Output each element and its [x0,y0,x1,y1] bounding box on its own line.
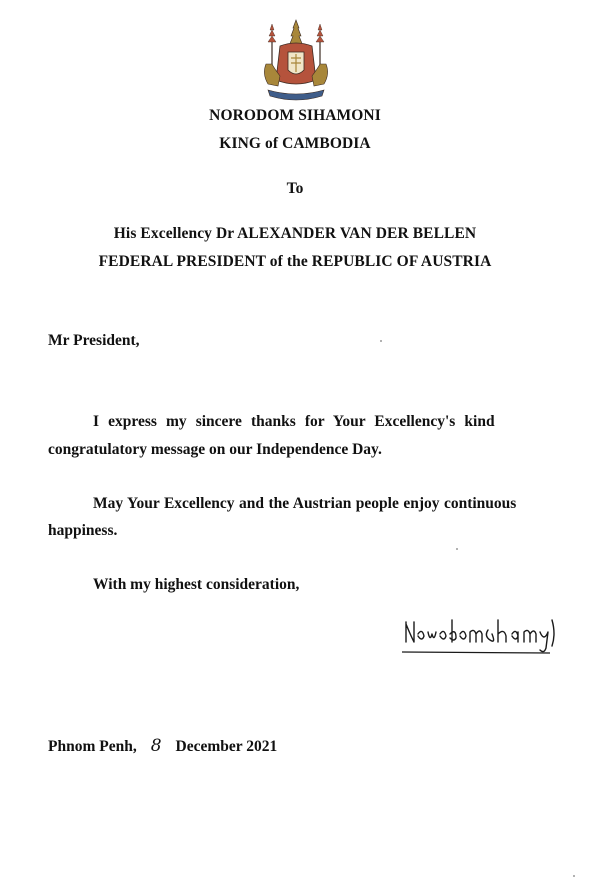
day: 8 [150,736,162,756]
place: Phnom Penh, [48,738,137,755]
paragraph-1-line-2: congratulatory message on our Independence Day. [48,441,382,458]
to-label: To [286,180,304,197]
handwritten-signature-icon [400,612,560,658]
paper-speck [380,340,382,342]
sender-name: NORODOM SIHAMONI [209,107,381,124]
paper-speck [573,875,575,877]
sender-title: KING of CAMBODIA [219,135,371,152]
paragraph-2-line-1: May Your Excellency and the Austrian people enjoy continuous [93,495,517,512]
addressee-title: FEDERAL PRESIDENT of the REPUBLIC OF AUSTRIA [98,253,492,270]
addressee-name: His Excellency Dr ALEXANDER VAN DER BELLEN [113,225,477,242]
salutation: Mr President, [48,332,140,349]
paragraph-1-line-1: I express my sincere thanks for Your Excellency's kind [93,413,495,430]
paragraph-2-line-2: happiness. [48,522,118,539]
royal-arms-emblem-icon [258,18,334,104]
closing: With my highest consideration, [93,576,300,593]
month-year: December 2021 [175,738,278,755]
dateline [48,736,277,756]
paper-speck [456,548,458,550]
